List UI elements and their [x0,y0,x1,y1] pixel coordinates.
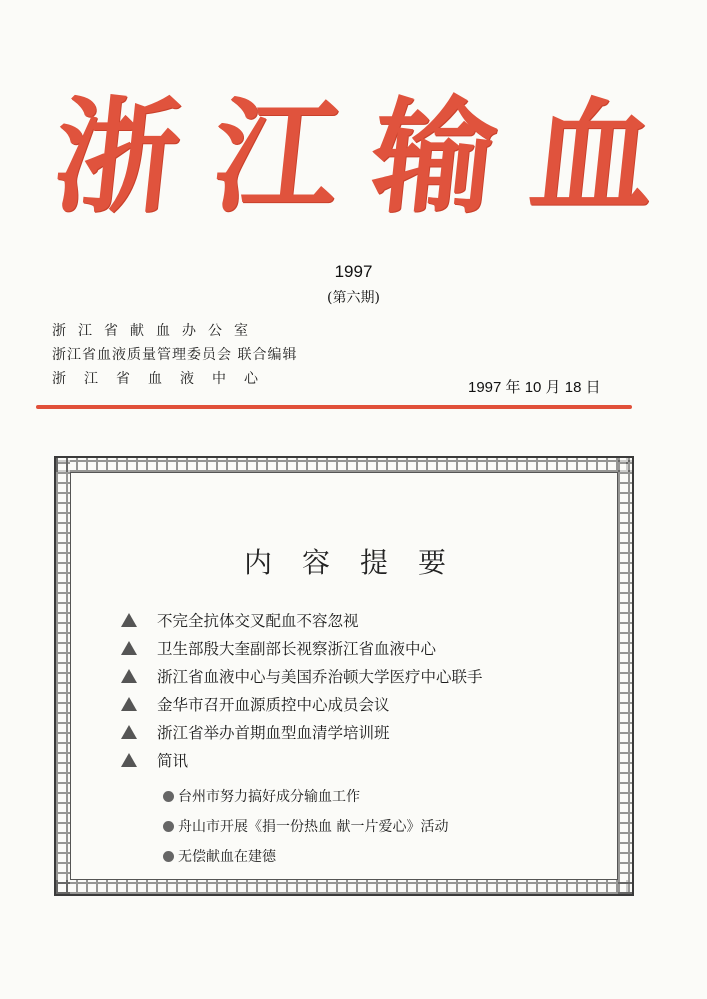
contents-item [121,693,390,715]
news-brief-item [163,846,276,866]
circle-bullet-icon [163,791,174,802]
triangle-bullet-icon [121,725,137,739]
contents-item-label: 浙江省举办首期血型血清学培训班 [157,724,390,742]
publisher-line: 浙江省血液中心 [52,371,276,387]
contents-item [121,749,188,771]
circle-bullet-icon [163,821,174,832]
contents-panel [70,472,618,880]
news-brief-label: 无偿献血在建德 [178,849,276,865]
publisher-line: 浙江省血液质量管理委员会 联合编辑 [52,347,298,363]
masthead-char: 浙 [47,85,187,230]
contents-item-label: 简讯 [157,752,189,770]
contents-item-label: 金华市召开血源质控中心成员会议 [157,696,390,714]
issue-year: 1997 [334,262,373,281]
masthead-title [47,78,663,238]
greek-key-border [56,458,632,472]
news-brief-item [163,786,360,806]
contents-item [121,637,436,659]
circle-bullet-icon [163,851,174,862]
news-brief-item [163,816,448,836]
contents-frame [54,456,634,896]
triangle-bullet-icon [121,697,137,711]
contents-item-label: 卫生部殷大奎副部长视察浙江省血液中心 [157,640,437,658]
masthead-char: 血 [523,85,663,230]
red-divider [36,405,632,409]
greek-key-border [56,880,632,894]
triangle-bullet-icon [121,669,137,683]
contents-item-label: 不完全抗体交叉配血不容忽视 [157,612,359,630]
news-brief-label: 台州市努力搞好成分输血工作 [178,789,360,805]
masthead-char: 江 [206,85,346,230]
issue-number: (第六期) [327,290,380,306]
triangle-bullet-icon [121,613,137,627]
greek-key-border [618,458,632,894]
contents-item [121,609,359,631]
publication-date: 1997 年 10 月 18 日 [468,379,601,396]
greek-key-border [56,458,70,894]
contents-item-label: 浙江省血液中心与美国乔治顿大学医疗中心联手 [157,668,483,686]
news-brief-label: 舟山市开展《捐一份热血 献一片爱心》活动 [178,819,449,835]
contents-title: 内容提要 [243,546,476,579]
masthead-char: 输 [364,85,505,230]
triangle-bullet-icon [121,641,137,655]
contents-item [121,721,390,743]
triangle-bullet-icon [121,753,137,767]
publisher-line: 浙江省献血办公室 [52,323,260,339]
contents-item [121,665,483,687]
